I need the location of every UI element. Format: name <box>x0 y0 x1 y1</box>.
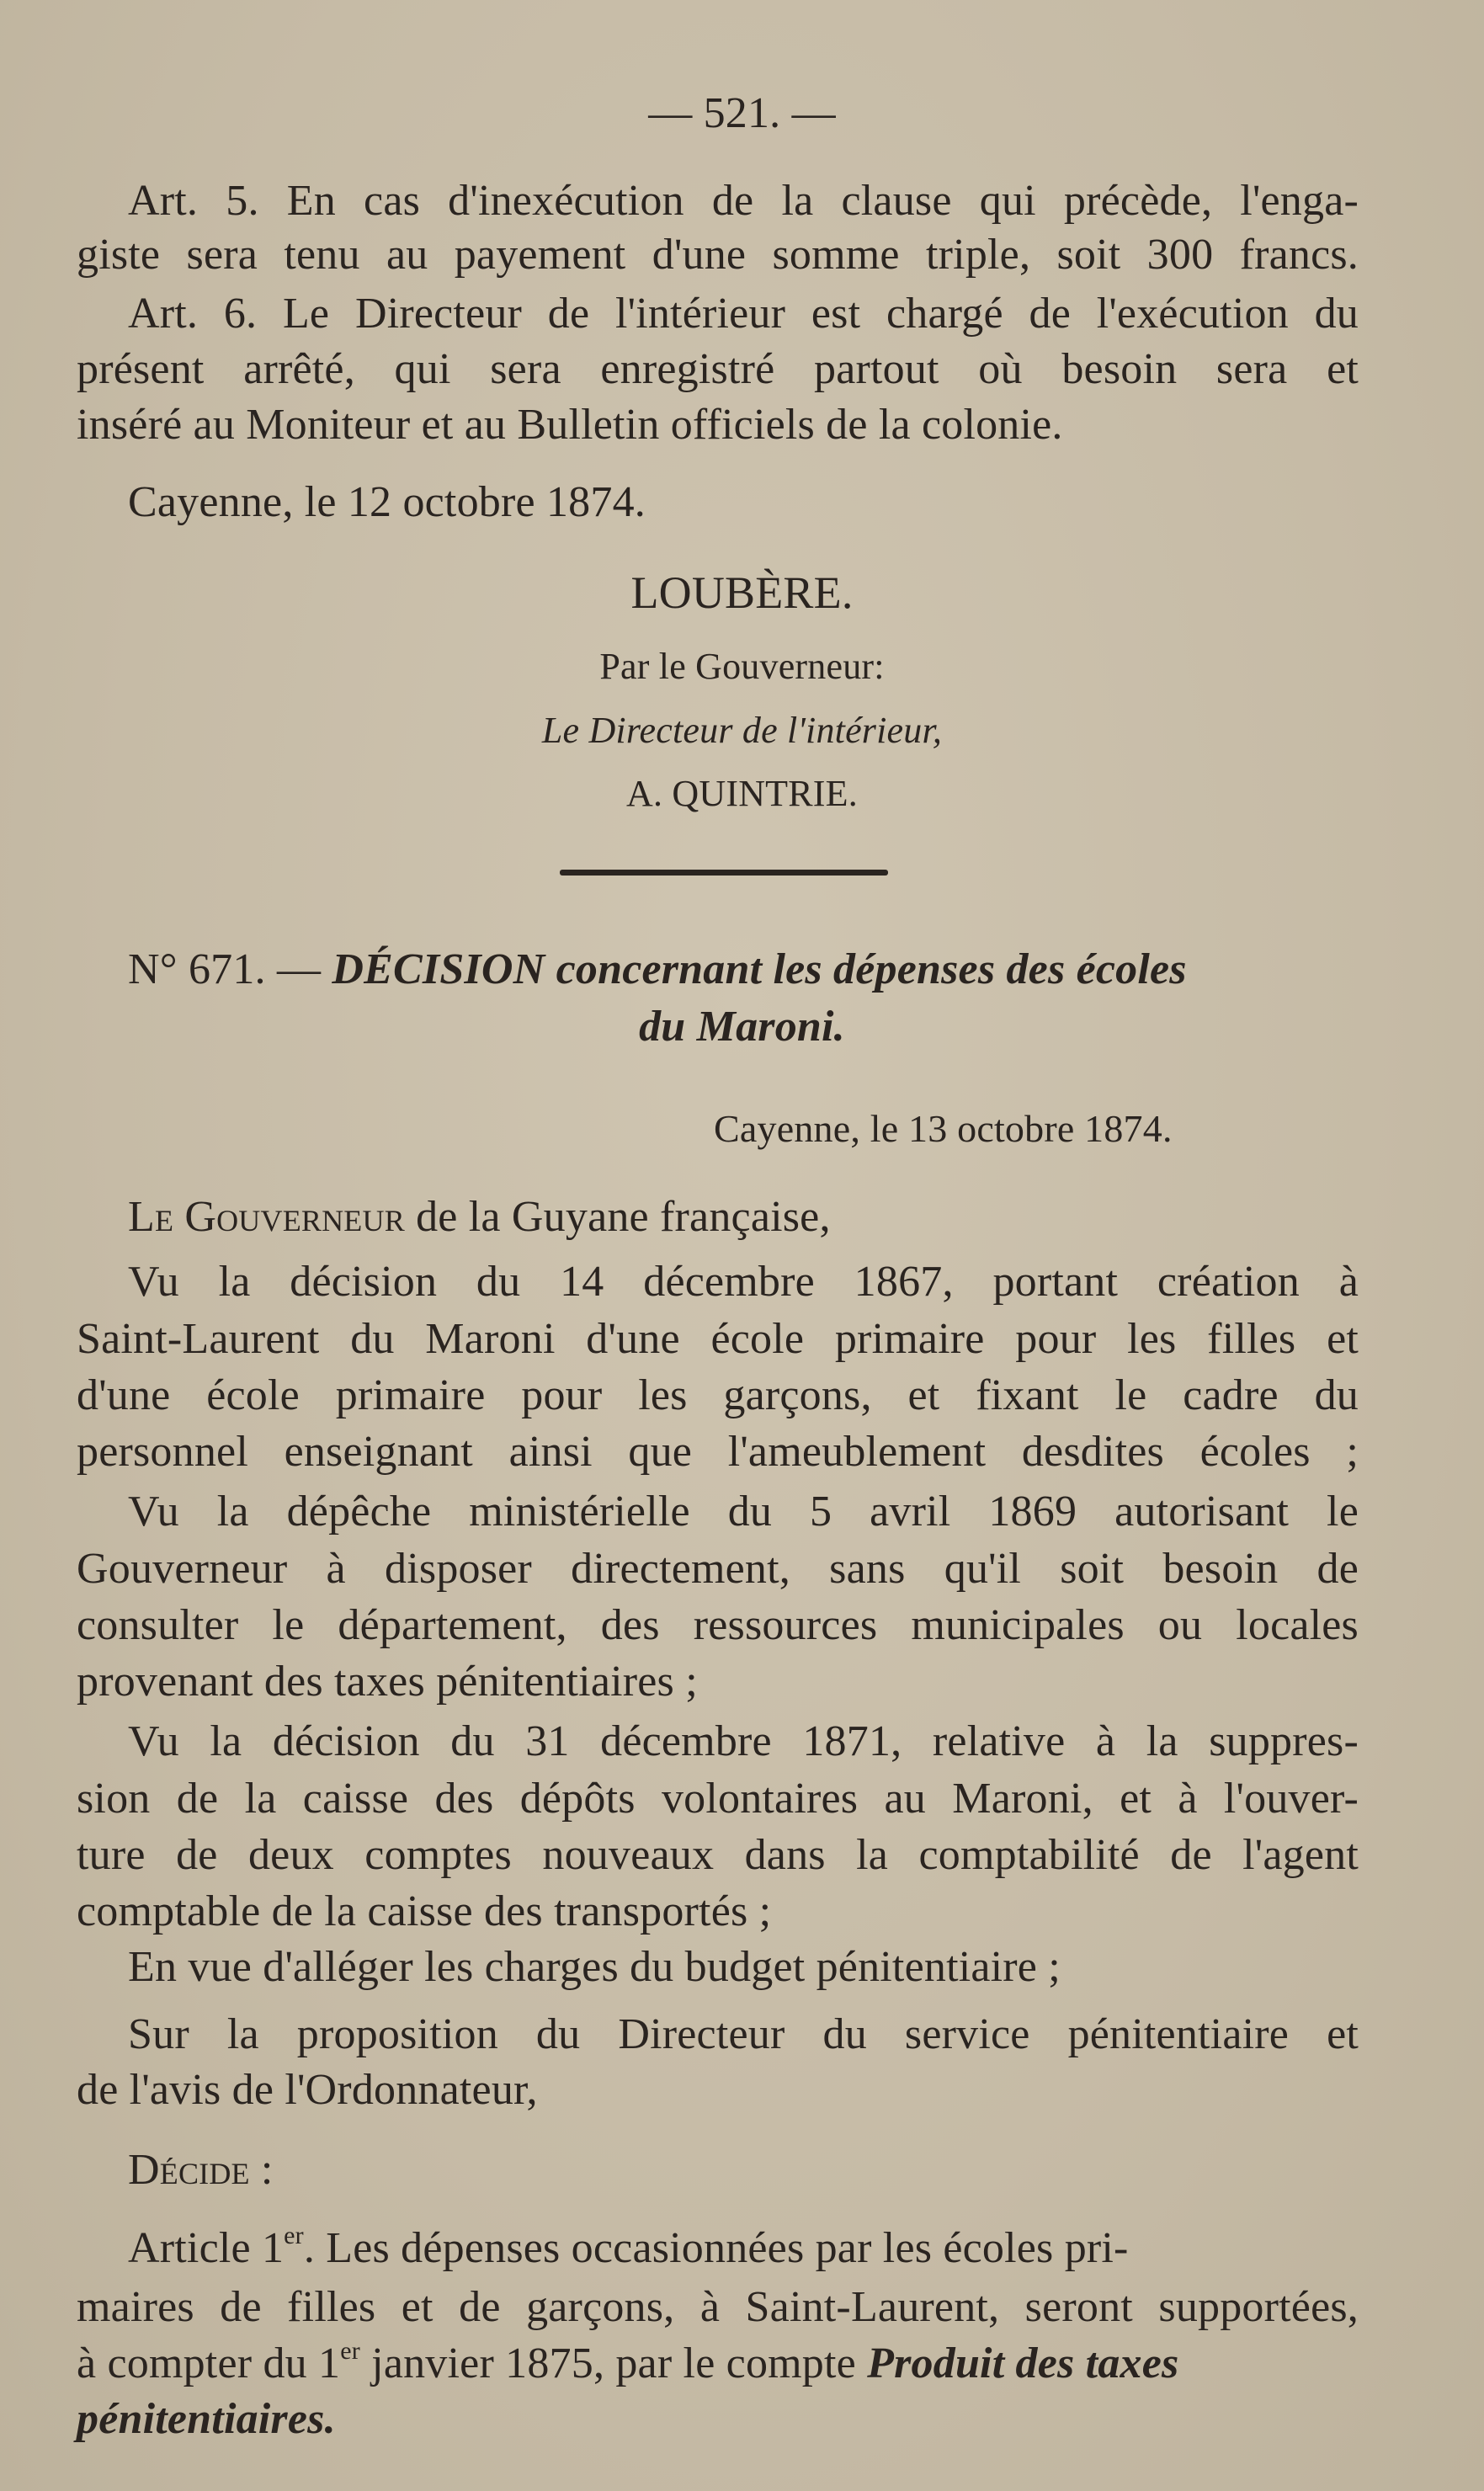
vu2-line1: Vu la dépêche ministérielle du 5 avril 1869 autorisant le <box>128 1488 1359 1536</box>
vu3-line1: Vu la décision du 31 décembre 1871, relative à la suppres- <box>128 1717 1359 1765</box>
section-divider <box>560 870 888 876</box>
art5-line1: Art. 5. En cas d'inexécution de la clause qui précède, l'enga- <box>128 177 1359 225</box>
article1-line2: maires de filles et de garçons, à Saint-Laurent, seront supportées, <box>77 2283 1359 2331</box>
decision-title-bold: DÉCISION <box>332 945 545 993</box>
article1-line3-b: janvier 1875, par le compte <box>359 2339 868 2387</box>
place-date-2: Cayenne, le 13 octobre 1874. <box>714 1107 1173 1150</box>
decision-title-rest: concernant les dépenses des écoles <box>545 945 1187 993</box>
article1-line3-sup: er <box>340 2337 360 2365</box>
vu3-line2: sion de la caisse des dépôts volontaires au Maroni, et à l'ouver- <box>77 1775 1359 1823</box>
art6-line3: inséré au Moniteur et au Bulletin officiels de la colonie. <box>77 401 1063 449</box>
en-vue-line: En vue d'alléger les charges du budget pénitentiaire ; <box>128 1943 1061 1991</box>
decide-label: Décide : <box>128 2146 274 2194</box>
vu3-line4: comptable de la caisse des transportés ; <box>77 1887 772 1935</box>
vu2-line4: provenant des taxes pénitentiaires ; <box>77 1658 698 1706</box>
page-number: — 521. — <box>648 89 836 137</box>
decision-number: N° 671. — <box>128 945 332 993</box>
art5-line2: giste sera tenu au payement d'une somme triple, soit 300 francs. <box>77 231 1359 279</box>
vu1-line2: Saint-Laurent du Maroni d'une école primaire pour les filles et <box>77 1315 1359 1363</box>
art6-line1: Art. 6. Le Directeur de l'intérieur est chargé de l'exécution du <box>128 290 1359 338</box>
sur-line1: Sur la proposition du Directeur du service pénitentiaire et <box>128 2010 1359 2058</box>
article1-line1-rest: . Les dépenses occasionnées par les écoles pri- <box>303 2224 1129 2272</box>
place-date-1: Cayenne, le 12 octobre 1874. <box>128 478 646 526</box>
signature-signer: A. QUINTRIE. <box>626 773 858 814</box>
vu3-line3: ture de deux comptes nouveaux dans la comptabilité de l'agent <box>77 1831 1359 1879</box>
art6-line2: présent arrêté, qui sera enregistré partout où besoin sera et <box>77 345 1359 393</box>
decision-heading <box>128 944 1187 996</box>
article1-label-wrap <box>128 2222 1129 2275</box>
article1-label: Article 1 <box>128 2224 285 2272</box>
sur-line2: de l'avis de l'Ordonnateur, <box>77 2066 538 2114</box>
gouverneur-rest: de la Guyane française, <box>404 1193 831 1241</box>
article1-line3-italic: Produit des taxes <box>867 2339 1179 2387</box>
decision-title-line2: du Maroni. <box>639 1003 845 1051</box>
signature-name: LOUBÈRE. <box>630 567 854 618</box>
signature-title: Le Directeur de l'intérieur, <box>541 710 943 751</box>
vu2-line3: consulter le département, des ressources municipales ou locales <box>77 1601 1359 1649</box>
gouverneur-line <box>128 1191 831 1243</box>
signature-by: Par le Gouverneur: <box>599 646 885 687</box>
vu1-line3: d'une école primaire pour les garçons, et fixant le cadre du <box>77 1371 1359 1419</box>
article1-line4: pénitentiaires. <box>77 2395 336 2443</box>
vu1-line4: personnel enseignant ainsi que l'ameublement desdites écoles ; <box>77 1428 1359 1476</box>
gouverneur-word: Le Gouverneur <box>128 1193 405 1241</box>
vu2-line2: Gouverneur à disposer directement, sans qu'il soit besoin de <box>77 1545 1359 1593</box>
article1-sup: er <box>284 2222 304 2249</box>
article1-line3-a: à compter du 1 <box>77 2339 341 2387</box>
vu1-line1: Vu la décision du 14 décembre 1867, portant création à <box>128 1258 1359 1306</box>
article1-line1 <box>128 2222 1359 2275</box>
article1-line3 <box>77 2338 1178 2390</box>
